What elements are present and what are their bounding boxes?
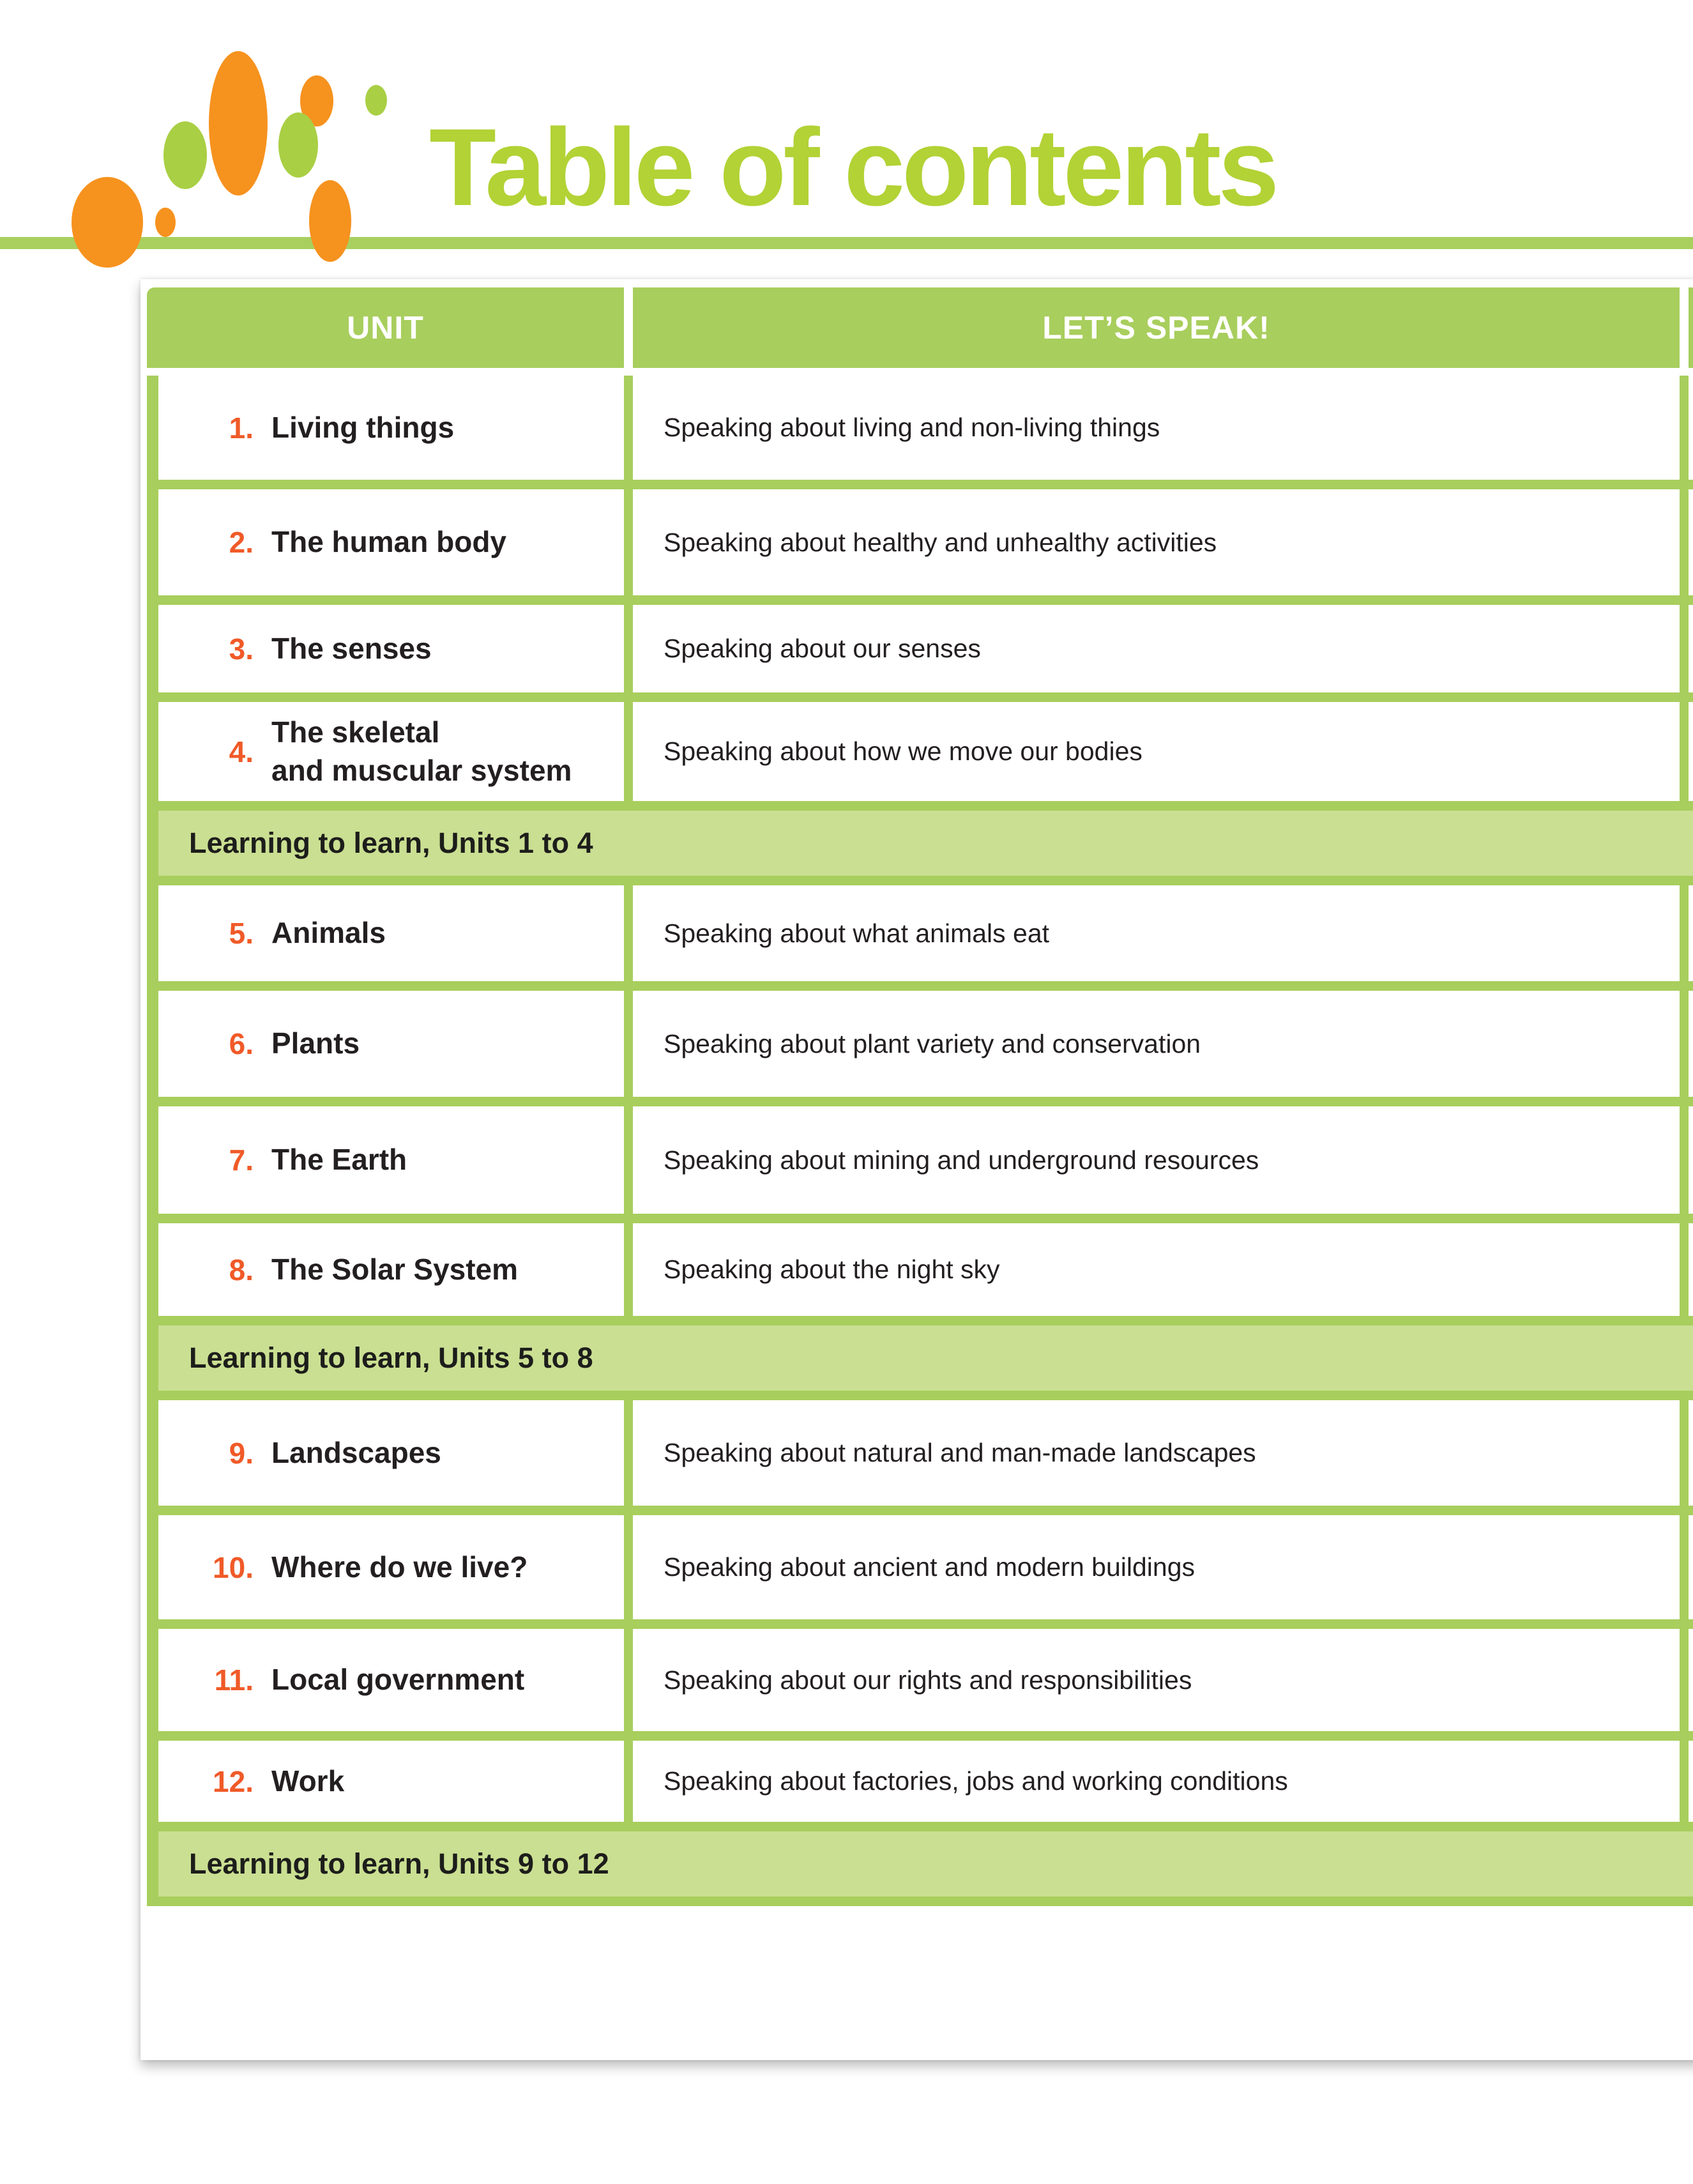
table-row-unit-10: [158, 1515, 1693, 1619]
stub-cell: [1689, 1223, 1693, 1316]
speak-text: Speaking about our senses: [664, 634, 981, 663]
decor-dot-orange-mid-lower: [309, 180, 351, 262]
unit-number: 9.: [229, 1436, 254, 1470]
learning-band-units-5-8: [158, 1325, 1693, 1391]
speak-cell: [633, 991, 1680, 1097]
unit-title: The human body: [271, 525, 506, 559]
learning-band-units-9-12: [158, 1831, 1693, 1897]
table-row-unit-7: [158, 1106, 1693, 1214]
table-row-unit-9: [158, 1400, 1693, 1506]
unit-cell: [158, 1223, 624, 1316]
unit-cell: [158, 1629, 624, 1731]
unit-title: Where do we live?: [271, 1550, 528, 1584]
speak-cell: [633, 702, 1680, 801]
speak-text: Speaking about factories, jobs and working conditions: [664, 1766, 1288, 1796]
speak-cell: [633, 605, 1680, 692]
stub-cell: [1689, 885, 1693, 981]
table-row-unit-6: [158, 991, 1693, 1097]
table-row-unit-1: [158, 376, 1693, 480]
decor-dot-orange-large-top: [209, 51, 268, 195]
unit-title: Animals: [271, 916, 386, 950]
stub-cell: [1689, 1741, 1693, 1822]
table-row-unit-5: [158, 885, 1693, 981]
contents-card: [140, 279, 1693, 2060]
speak-text: Speaking about mining and underground resources: [664, 1145, 1259, 1175]
table-row-unit-3: [158, 605, 1693, 692]
header-column-gap: [624, 287, 633, 368]
speak-cell: [633, 1400, 1680, 1506]
unit-number: 2.: [229, 526, 254, 559]
unit-title: Work: [271, 1764, 345, 1798]
unit-number: 12.: [213, 1764, 254, 1798]
speak-cell: [633, 1106, 1680, 1214]
learning-band-units-1-4: [158, 811, 1693, 876]
table-row-unit-11: [158, 1629, 1693, 1731]
speak-text: Speaking about ancient and modern buildings: [664, 1552, 1195, 1582]
header-column-gap: [1680, 287, 1689, 368]
unit-cell: [158, 702, 624, 801]
unit-number: 7.: [229, 1143, 254, 1177]
unit-title: Plants: [271, 1027, 360, 1060]
stub-cell: [1689, 1400, 1693, 1506]
speak-cell: [633, 1629, 1680, 1731]
unit-cell: [158, 376, 624, 480]
stub-cell: [1689, 1515, 1693, 1619]
speak-text: Speaking about healthy and unhealthy activities: [664, 527, 1217, 557]
page-title: Table of contents: [429, 106, 1277, 229]
unit-title: The skeletal and muscular system: [271, 715, 572, 787]
unit-number: 5.: [229, 917, 254, 950]
header-cell-lets-speak: [633, 287, 1680, 368]
unit-cell: [158, 991, 624, 1097]
header-label-lets-speak: LET’S SPEAK!: [1042, 310, 1270, 346]
speak-text: Speaking about living and non-living things: [664, 413, 1160, 442]
unit-title: The senses: [271, 631, 432, 665]
speak-cell: [633, 376, 1680, 480]
unit-number: 1.: [229, 411, 254, 445]
decor-dot-green-mid: [278, 112, 318, 178]
unit-cell: [158, 1741, 624, 1822]
decor-dot-orange-small-left: [155, 208, 176, 237]
table-row-unit-2: [158, 489, 1693, 595]
speak-cell: [633, 1223, 1680, 1316]
speak-cell: [633, 489, 1680, 595]
speak-text: Speaking about the night sky: [664, 1255, 1000, 1284]
unit-number: 8.: [229, 1253, 254, 1287]
unit-title: Landscapes: [271, 1435, 441, 1469]
decor-dot-green-left: [163, 121, 207, 189]
stub-cell: [1689, 1106, 1693, 1214]
speak-cell: [633, 1741, 1680, 1822]
speak-cell: [633, 885, 1680, 981]
table-row-unit-8: [158, 1223, 1693, 1316]
speak-text: Speaking about natural and man-made landscapes: [664, 1438, 1256, 1467]
unit-title: The Solar System: [271, 1252, 519, 1286]
speak-text: Speaking about how we move our bodies: [664, 737, 1143, 766]
speak-text: Speaking about what animals eat: [664, 918, 1050, 948]
unit-title: Living things: [271, 410, 455, 444]
header-rule: [0, 237, 1693, 249]
speak-cell: [633, 1515, 1680, 1619]
table-header-row: [147, 287, 1693, 368]
unit-number: 11.: [214, 1663, 254, 1697]
stub-cell: [1689, 376, 1693, 480]
speak-text: Speaking about plant variety and conservation: [664, 1028, 1201, 1058]
unit-number: 6.: [229, 1027, 254, 1060]
header-cell-next-column: [1689, 287, 1693, 368]
table-row-unit-4: [158, 702, 1693, 801]
speak-text: Speaking about our rights and responsibilities: [664, 1665, 1192, 1695]
table-body: [147, 376, 1693, 1906]
decor-dot-orange-large-bottom: [72, 177, 143, 268]
unit-cell: [158, 489, 624, 595]
unit-cell: [158, 605, 624, 692]
stub-cell: [1689, 702, 1693, 801]
header-cell-unit: [147, 287, 624, 368]
unit-number: 4.: [229, 735, 254, 768]
unit-cell: [158, 1106, 624, 1214]
header-label-unit: UNIT: [347, 310, 424, 346]
stub-cell: [1689, 1629, 1693, 1731]
stub-cell: [1689, 991, 1693, 1097]
unit-cell: [158, 1515, 624, 1619]
table-row-unit-12: [158, 1741, 1693, 1822]
unit-title: The Earth: [271, 1143, 407, 1177]
decor-dot-green-tiny: [365, 85, 387, 116]
learning-band-label: Learning to learn, Units 9 to 12: [189, 1847, 609, 1880]
unit-number: 3.: [229, 632, 254, 666]
stub-cell: [1689, 489, 1693, 595]
unit-number: 10.: [213, 1550, 254, 1584]
unit-cell: [158, 885, 624, 981]
unit-title: Local government: [271, 1663, 525, 1697]
stub-cell: [1689, 605, 1693, 692]
learning-band-label: Learning to learn, Units 1 to 4: [189, 827, 593, 859]
unit-cell: [158, 1400, 624, 1506]
learning-band-label: Learning to learn, Units 5 to 8: [189, 1341, 593, 1374]
